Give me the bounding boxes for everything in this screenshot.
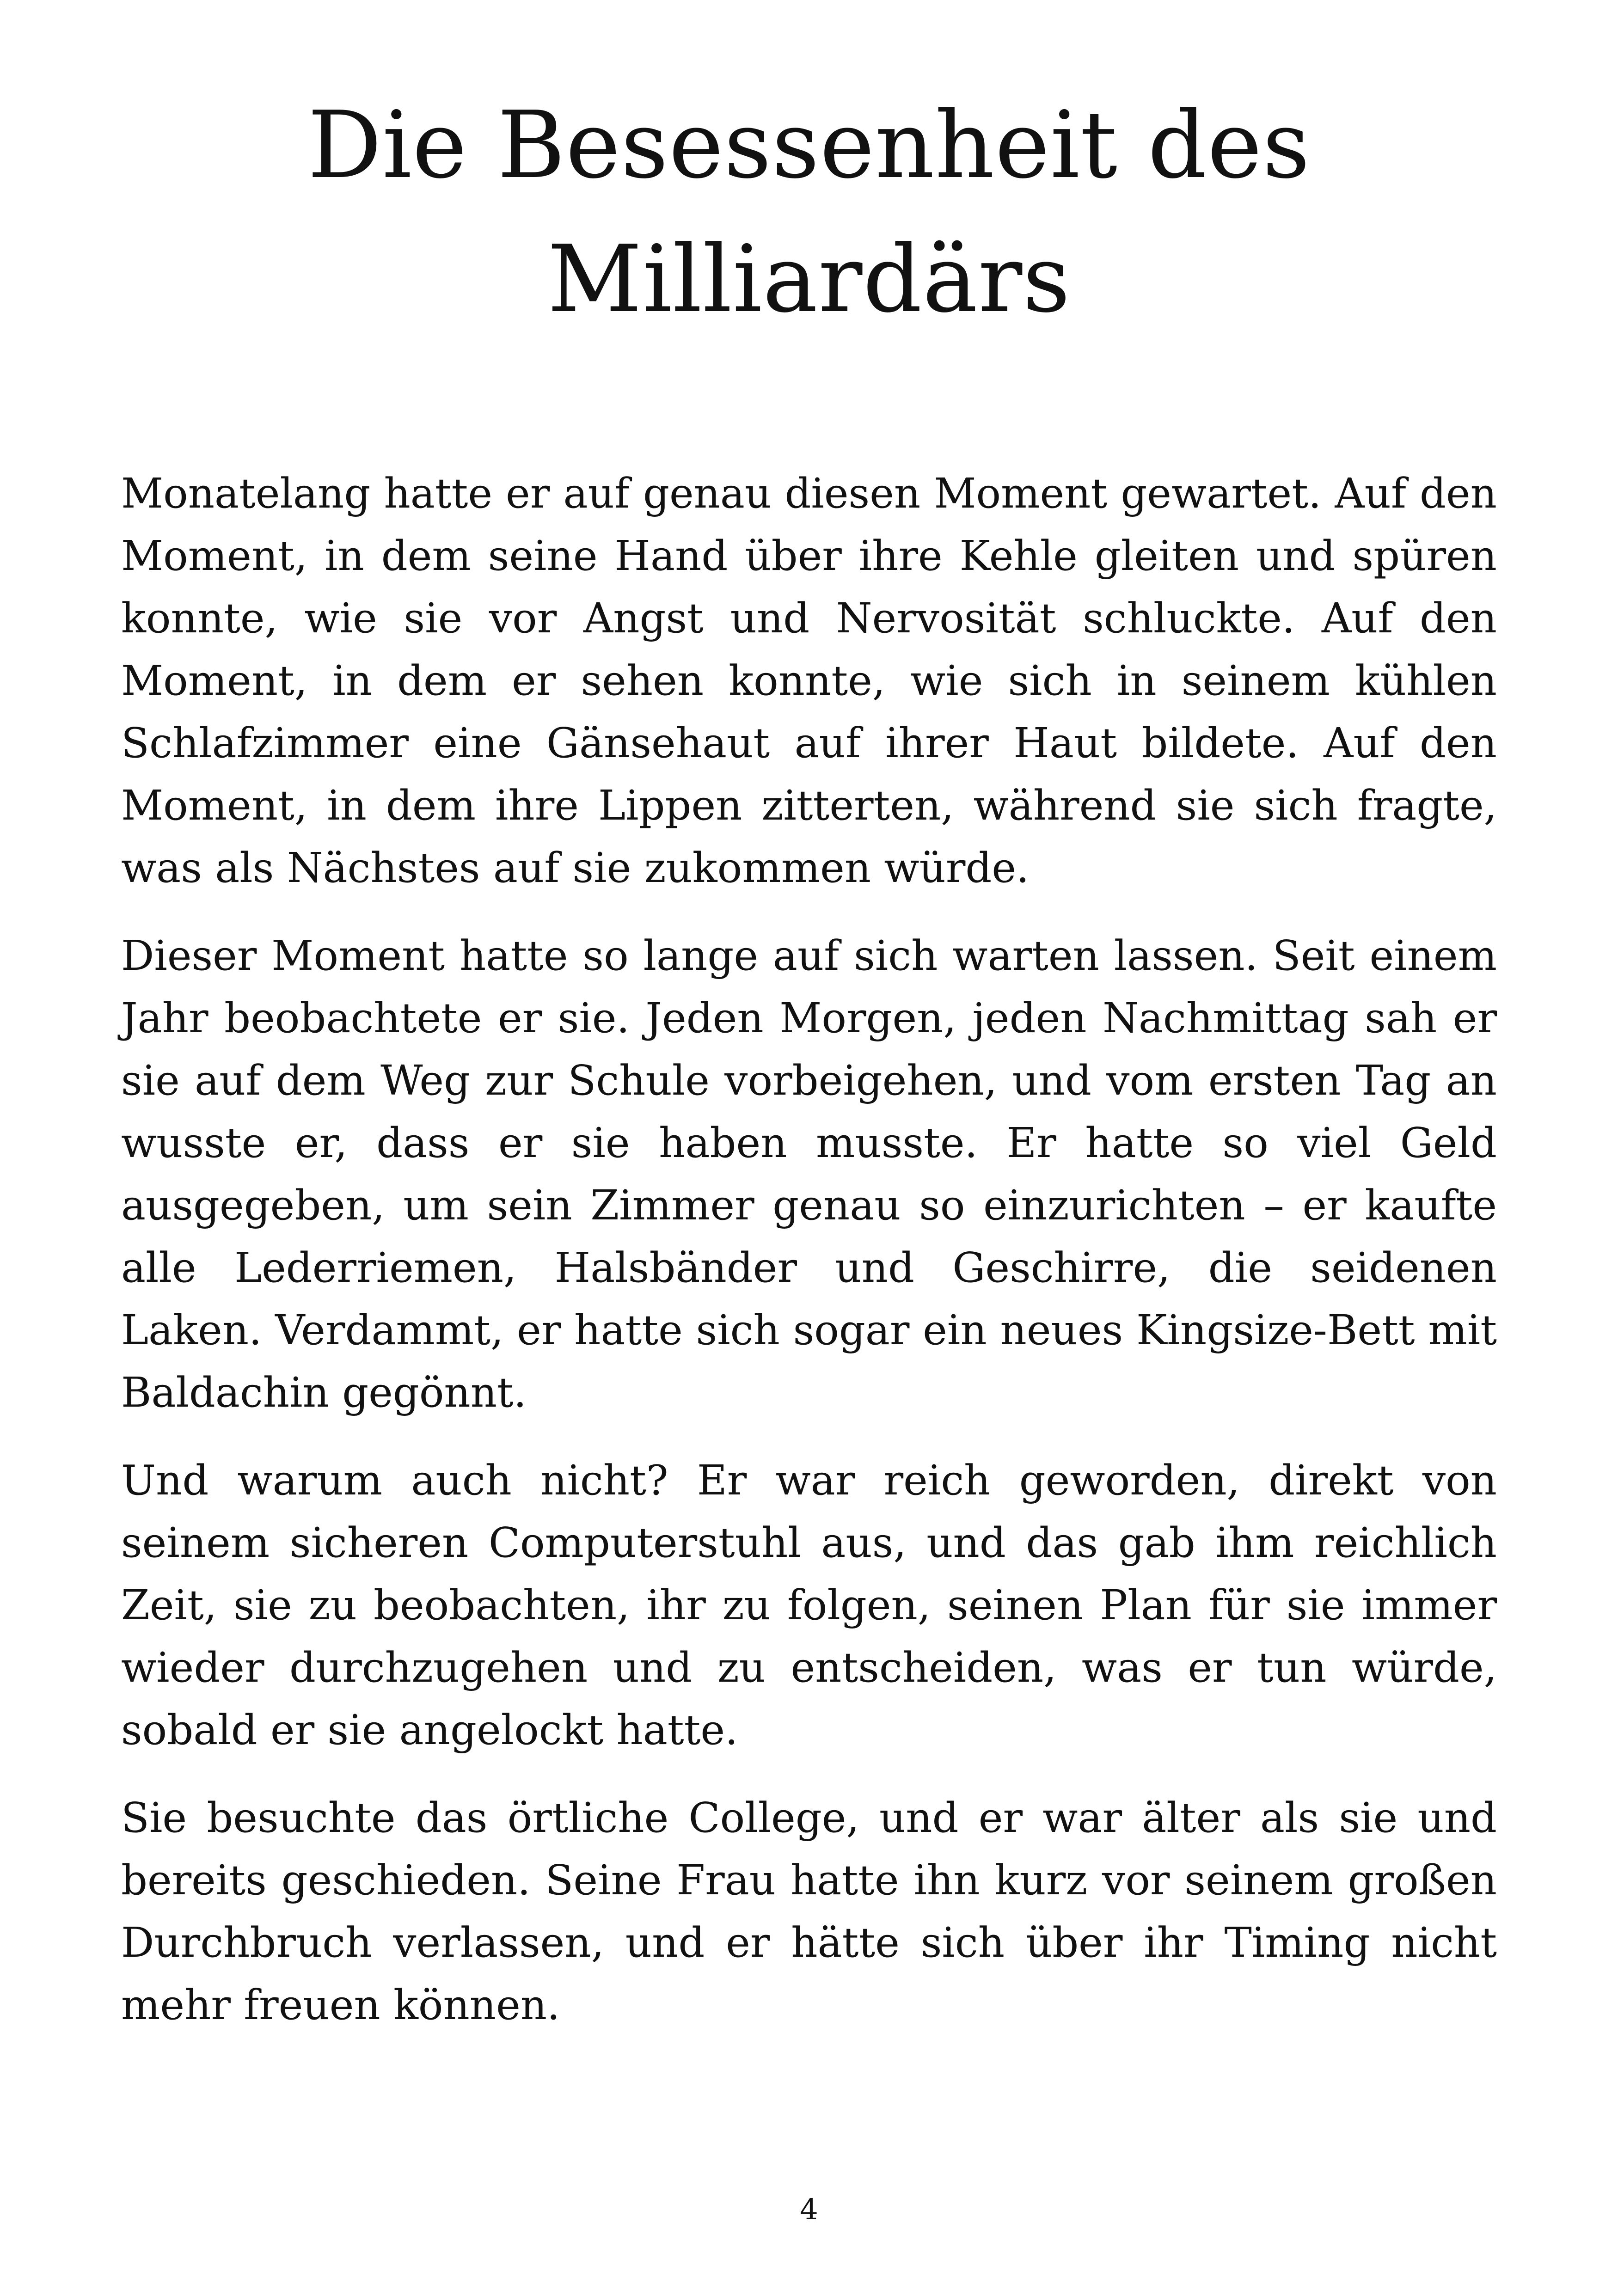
chapter-title (231, 79, 1387, 347)
paragraph-3: Und warum auch nicht? Er war reich geworden, direkt von seinem sicheren Computerstuhl aus, und das gab ihm reichlich Zeit, sie zu beobachten, ihr zu folgen, seinen Plan für sie immer wieder durchzugehen und zu entscheiden, was er tun würde, sobald er sie angelockt hatte. (121, 1456, 1497, 1754)
paragraph-2: Dieser Moment hatte so lange auf sich warten lassen. Seit einem Jahr beobachtete er sie. Jeden Morgen, jeden Nachmittag sah er sie auf dem Weg zur Schule vorbeigehen, und vom ersten Tag an wusste er, dass er sie haben musste. Er hatte so viel Geld ausgegeben, um sein Zimmer genau so einzurichten – er kaufte alle Lederriemen, Halsbänder und Geschirre, die seidenen Laken. Verdammt, er hatte sich sogar ein neues Kingsize-Bett mit Baldachin gegönnt. (121, 931, 1497, 1416)
paragraph-1: Monatelang hatte er auf genau diesen Moment gewartet. Auf den Moment, in dem seine Hand über ihre Kehle gleiten und spüren konnte, wie sie vor Angst und Nervosität schluckte. Auf den Moment, in dem er sehen konnte, wie sich in seinem kühlen Schlafzimmer eine Gänsehaut auf ihrer Haut bildete. Auf den Moment, in dem ihre Lippen zitterten, während sie sich fragte, was als Nächstes auf sie zukommen würde. (121, 469, 1497, 892)
chapter-title-line-2: Milliardärs (547, 226, 1071, 333)
page-number: 4 (800, 2192, 818, 2226)
body-text (121, 462, 1497, 2062)
paragraph-4: Sie besuchte das örtliche College, und er war älter als sie und bereits geschieden. Seine Frau hatte ihn kurz vor seinem großen Durchbruch verlassen, und er hätte sich über ihr Timing nicht mehr freuen können. (121, 1794, 1497, 2029)
chapter-title-line-1: Die Besessenheit des (307, 92, 1311, 199)
